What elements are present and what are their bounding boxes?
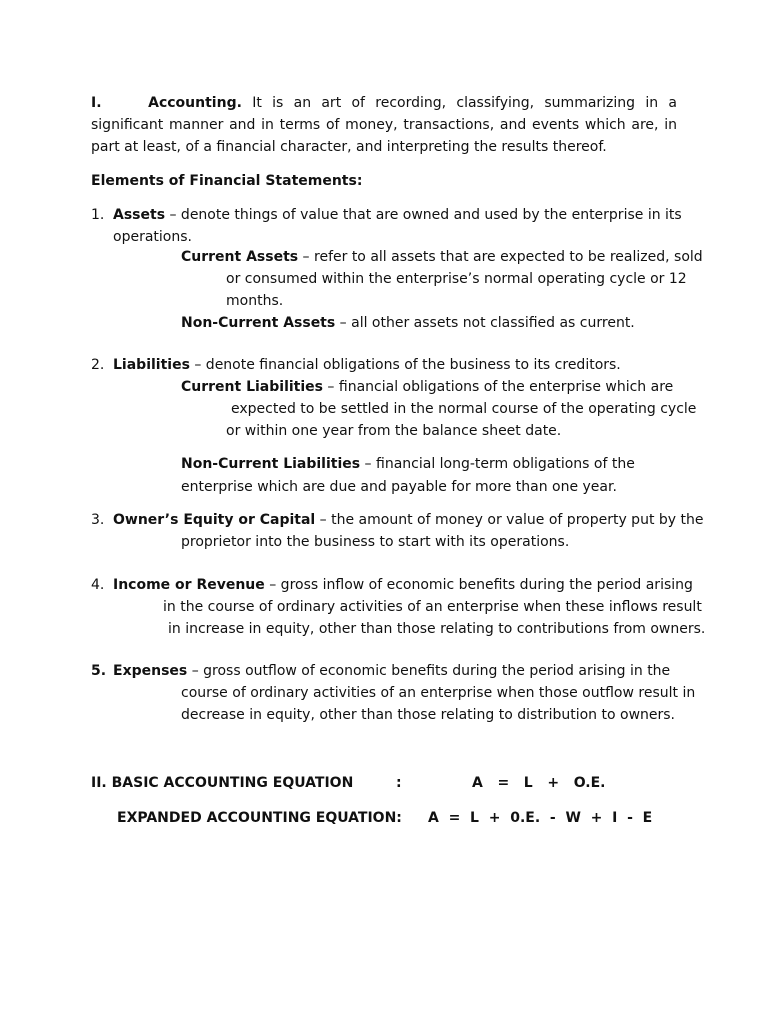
- sub-definition: – financial obligations of the enterprise which are: [322, 379, 674, 395]
- sub-definition-cont: expected to be settled in the normal course of the operating cycle: [231, 401, 697, 417]
- sub-definition-cont: or within one year from the balance sheet date.: [226, 423, 562, 439]
- expanded-equation: A = L + 0.E. - W + I - E: [428, 810, 653, 826]
- section-1-definition: It is an art of recording, classifying, summarizing in a significant manner and in terms of money, transactions, and events which are, in part at least, of a financial character, and interpreting the results thereof.: [91, 95, 677, 155]
- item-definition-cont: operations.: [113, 229, 192, 245]
- sub-current-assets: [181, 246, 703, 268]
- item-term: Assets: [113, 207, 166, 223]
- item-number: 2.: [91, 357, 105, 373]
- item-number: 5.: [91, 663, 107, 679]
- item-definition-cont: decrease in equity, other than those relating to distribution to owners.: [181, 707, 676, 723]
- expanded-equation-label: EXPANDED ACCOUNTING EQUATION:: [117, 810, 402, 826]
- item-income-revenue: [91, 574, 693, 596]
- item-expenses: [91, 660, 670, 682]
- sub-definition: – refer to all assets that are expected to be realized, sold: [298, 249, 703, 265]
- sub-definition-cont: months.: [226, 293, 284, 309]
- sub-definition: – financial long-term obligations of the: [360, 456, 635, 472]
- item-owners-equity: [91, 509, 703, 531]
- sub-non-current-liabilities: [181, 453, 635, 475]
- item-definition: – denote financial obligations of the business to its creditors.: [189, 357, 621, 373]
- item-term: Income or Revenue: [113, 577, 265, 593]
- item-definition-cont: proprietor into the business to start with its operations.: [181, 534, 570, 550]
- sub-term: Current Liabilities: [181, 379, 323, 395]
- item-definition: – the amount of money or value of property put by the: [315, 512, 704, 528]
- basic-equation-label: II. BASIC ACCOUNTING EQUATION: [91, 775, 354, 791]
- item-definition-cont: in the course of ordinary activities of an enterprise when these inflows result: [163, 599, 702, 615]
- section-1-term: Accounting.: [148, 95, 242, 111]
- item-number: 4.: [91, 577, 105, 593]
- item-definition-cont: in increase in equity, other than those relating to contributions from owners.: [168, 621, 706, 637]
- basic-equation-colon: :: [396, 775, 402, 791]
- item-liabilities: [91, 354, 621, 376]
- sub-definition-cont: or consumed within the enterprise’s normal operating cycle or 12: [226, 271, 687, 287]
- item-definition: – denote things of value that are owned and used by the enterprise in its: [165, 207, 682, 223]
- sub-term: Non-Current Assets: [181, 315, 336, 331]
- item-definition: – gross inflow of economic benefits during the period arising: [264, 577, 693, 593]
- sub-non-current-assets: [181, 312, 635, 334]
- item-assets: [91, 204, 682, 226]
- item-term: Liabilities: [113, 357, 190, 373]
- item-term: Expenses: [113, 663, 188, 679]
- item-definition-cont: course of ordinary activities of an enterprise when those outflow result in: [181, 685, 696, 701]
- basic-equation: A = L + O.E.: [472, 775, 606, 791]
- section-1-paragraph: [91, 92, 677, 158]
- item-term: Owner’s Equity or Capital: [113, 512, 316, 528]
- item-number: 1.: [91, 207, 105, 223]
- item-number: 3.: [91, 512, 105, 528]
- sub-current-liabilities: [181, 376, 673, 398]
- elements-heading: Elements of Financial Statements:: [91, 173, 363, 189]
- sub-definition-cont: enterprise which are due and payable for more than one year.: [181, 479, 617, 495]
- item-definition: – gross outflow of economic benefits during the period arising in the: [187, 663, 671, 679]
- sub-term: Current Assets: [181, 249, 299, 265]
- sub-term: Non-Current Liabilities: [181, 456, 361, 472]
- sub-definition: – all other assets not classified as current.: [335, 315, 635, 331]
- section-1-numeral: I.: [91, 95, 102, 111]
